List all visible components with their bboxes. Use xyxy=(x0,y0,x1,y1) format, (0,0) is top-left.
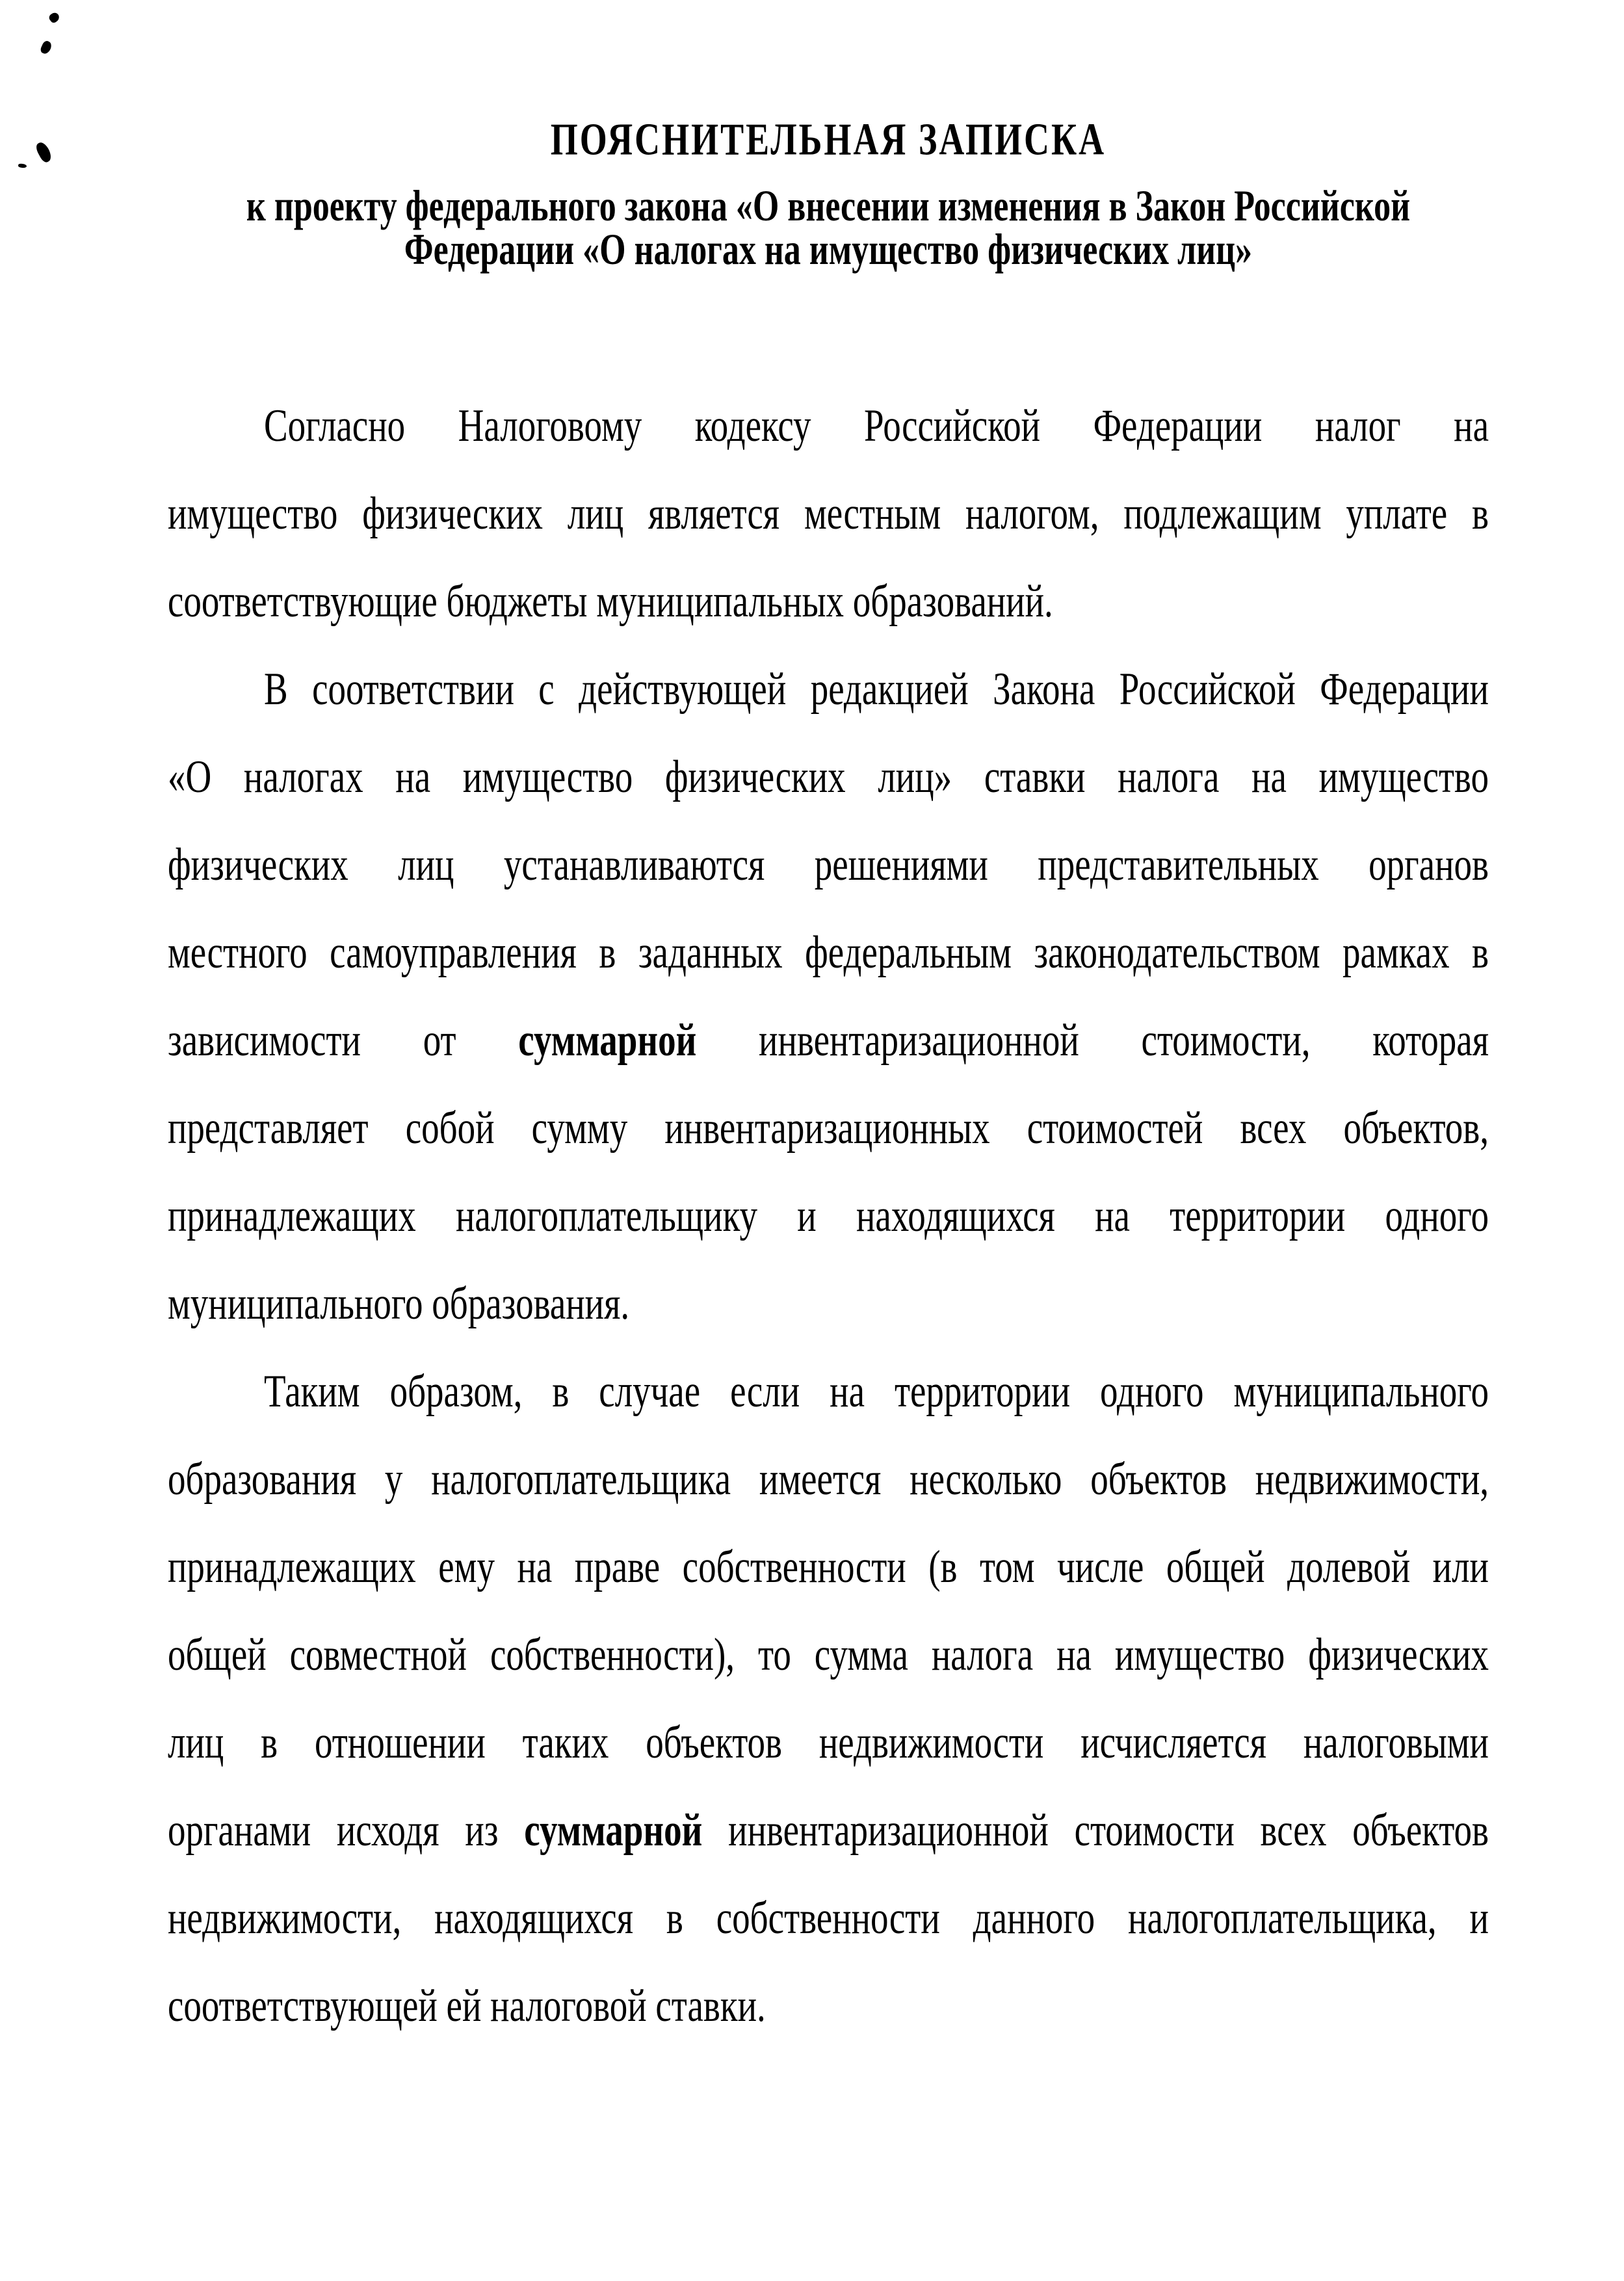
text-line-content: Таким образом, в случае если на территории одного муниципального xyxy=(264,1365,1489,1417)
document-subtitle-line xyxy=(151,225,1505,274)
text-line-content: зависимости от суммарной инвентаризационной стоимости, которая xyxy=(168,1014,1489,1066)
text-line-content: принадлежащих налогоплательщику и находящихся на территории одного xyxy=(168,1189,1489,1241)
text-line-content: физических лиц устанавливаются решениями представительных органов xyxy=(168,838,1489,890)
bold-emphasis: суммарной xyxy=(524,1804,703,1856)
document-title-text: ПОЯСНИТЕЛЬНАЯ ЗАПИСКА xyxy=(550,114,1107,165)
text-line-content: Согласно Налоговому кодексу Российской Федерации налог на xyxy=(264,399,1489,451)
text-line-content: общей совместной собственности), то сумма налога на имущество физических xyxy=(168,1628,1489,1680)
text-line xyxy=(168,819,1489,907)
text-line-content: представляет собой сумму инвентаризационных стоимостей всех объектов, xyxy=(168,1101,1489,1154)
text-line-content: «О налогах на имущество физических лиц» ставки налога на имущество xyxy=(168,750,1489,802)
text-line xyxy=(168,1434,1489,1522)
text-line xyxy=(168,732,1489,819)
text-line-content: органами исходя из суммарной инвентаризационной стоимости всех объектов xyxy=(168,1804,1489,1856)
text-line-content: образования у налогоплательщика имеется несколько объектов недвижимости, xyxy=(168,1453,1489,1505)
text-line xyxy=(168,1170,1489,1258)
text-line xyxy=(168,1785,1489,1873)
text-line-content: соответствующие бюджеты муниципальных образований. xyxy=(168,575,1053,627)
text-line-content: муниципального образования. xyxy=(168,1277,630,1329)
text-line xyxy=(168,1697,1489,1785)
text-line xyxy=(168,1960,1489,2048)
document-title xyxy=(168,113,1489,165)
text-line-content: недвижимости, находящихся в собственности данного налогоплательщика, и xyxy=(168,1892,1489,1944)
text-line xyxy=(168,907,1489,995)
ink-speck xyxy=(47,11,60,24)
document-subtitle xyxy=(151,181,1505,274)
paragraph xyxy=(168,380,1489,644)
text-line xyxy=(168,1873,1489,1960)
text-line xyxy=(168,1083,1489,1170)
text-line xyxy=(168,380,1489,468)
ink-speck xyxy=(18,163,27,168)
text-line-content: В соответствии с действующей редакцией Закона Российской Федерации xyxy=(264,663,1489,715)
bold-emphasis: суммарной xyxy=(518,1014,697,1066)
ink-speck xyxy=(40,40,53,55)
text-line xyxy=(168,1522,1489,1609)
text-line xyxy=(168,1258,1489,1346)
text-line xyxy=(168,468,1489,556)
text-line xyxy=(168,644,1489,732)
text-line-content: лиц в отношении таких объектов недвижимости исчисляется налоговыми xyxy=(168,1716,1489,1768)
text-line xyxy=(168,1609,1489,1697)
ink-speck xyxy=(34,140,53,164)
text-line-content: имущество физических лиц является местным налогом, подлежащим уплате в xyxy=(168,487,1489,539)
text-line xyxy=(168,556,1489,644)
text-line-content: местного самоуправления в заданных федеральным законодательством рамках в xyxy=(168,926,1489,978)
document-subtitle-text: Федерации «О налогах на имущество физических лиц» xyxy=(404,226,1253,274)
text-line xyxy=(168,995,1489,1083)
text-line-content: принадлежащих ему на праве собственности (в том числе общей долевой или xyxy=(168,1540,1489,1592)
text-line-content: соответствующей ей налоговой ставки. xyxy=(168,1979,766,2031)
document-subtitle-text: к проекту федерального закона «О внесении изменения в Закон Российской xyxy=(246,182,1411,231)
document-body xyxy=(168,380,1489,2048)
paragraph xyxy=(168,644,1489,1346)
paragraph xyxy=(168,1346,1489,2048)
text-line xyxy=(168,1346,1489,1434)
document-subtitle-line xyxy=(151,181,1505,231)
